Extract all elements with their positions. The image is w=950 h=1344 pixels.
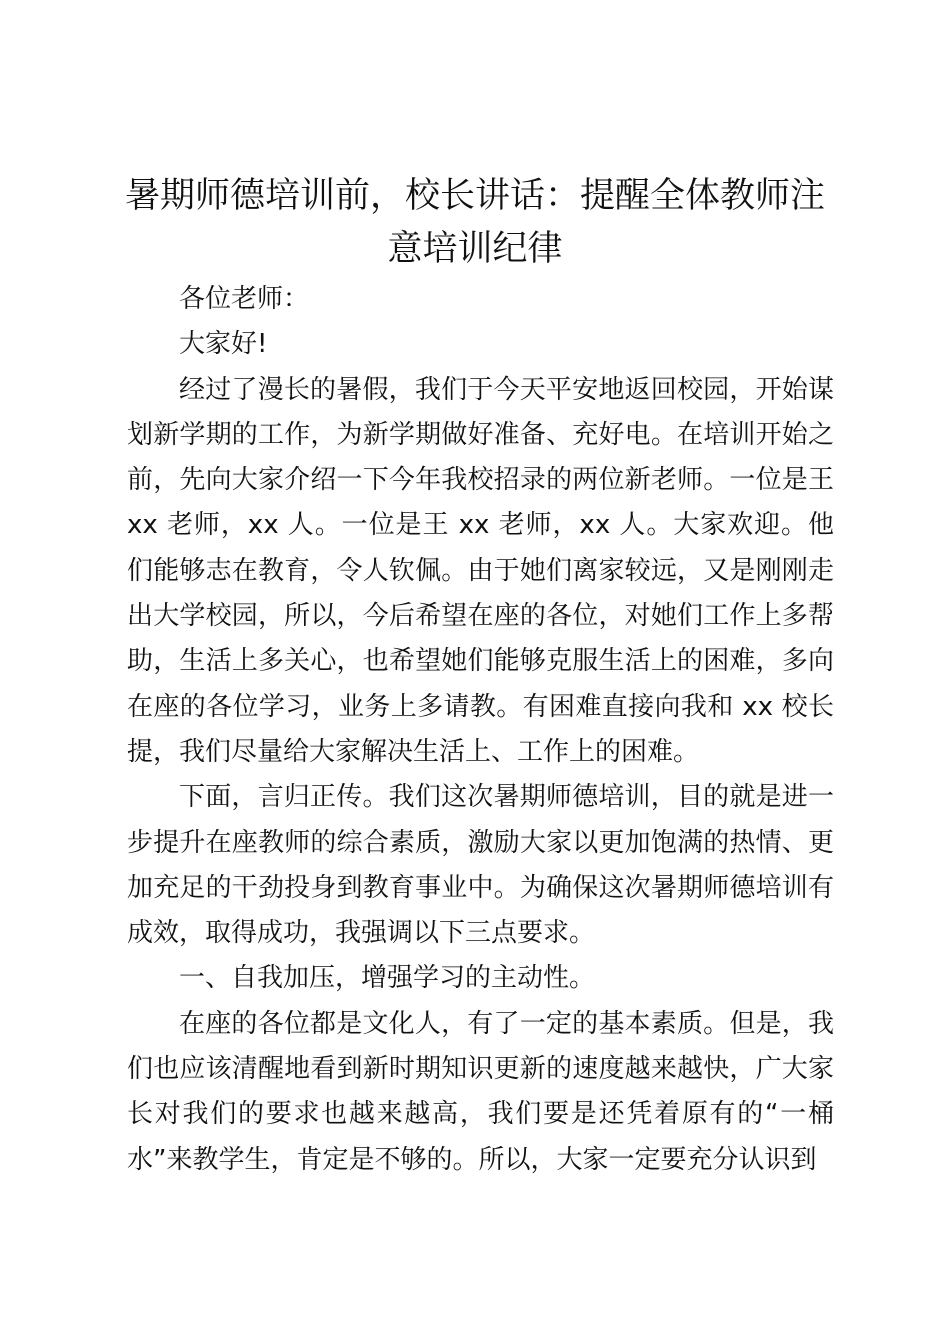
paragraph-intro: 经过了漫长的暑假，我们于今天平安地返回校园，开始谋划新学期的工作，为新学期做好准备、充好电。在培训开始之前，先向大家介绍一下今年我校招录的两位新老师。一位是王 xx 老师，xx 人。一位是王 xx 老师，xx 人。大家欢迎。他们能够志在教育，令人钦佩。由于她们离家较远，又是刚刚走出大学校园，所以，今后希望在座的各位，对她们工作上多帮助，生活上多关心，也希望她们能够克服生活上的困难，多向在座的各位学习，业务上多请教。有困难直接向我和 xx 校长提，我们尽量给大家解决生活上、工作上的困难。	[127, 374, 834, 767]
paragraph-section-one: 在座的各位都是文化人，有了一定的基本素质。但是，我们也应该清醒地看到新时期知识更新的速度越来越快，广大家长对我们的要求也越来越高，我们要是还凭着原有的“一桶水”来教学生，肯定是不够的。所以，大家一定要充分认识到	[127, 1008, 834, 1175]
document-title: 暑期师德培训前，校长讲话：提醒全体教师注意培训纪律	[124, 176, 825, 269]
salutation: 各位老师：	[179, 284, 310, 314]
document-body	[127, 277, 834, 1183]
greeting: 大家好!	[179, 329, 268, 360]
section-heading-one: 一、自我加压，增强学习的主动性。	[179, 963, 596, 994]
paragraph-purpose: 下面，言归正传。我们这次暑期师德培训，目的就是进一步提升在座教师的综合素质，激励大家以更加饱满的热情、更加充足的干劲投身到教育事业中。为确保这次暑期师德培训有成效，取得成功，我强调以下三点要求。	[127, 782, 834, 949]
